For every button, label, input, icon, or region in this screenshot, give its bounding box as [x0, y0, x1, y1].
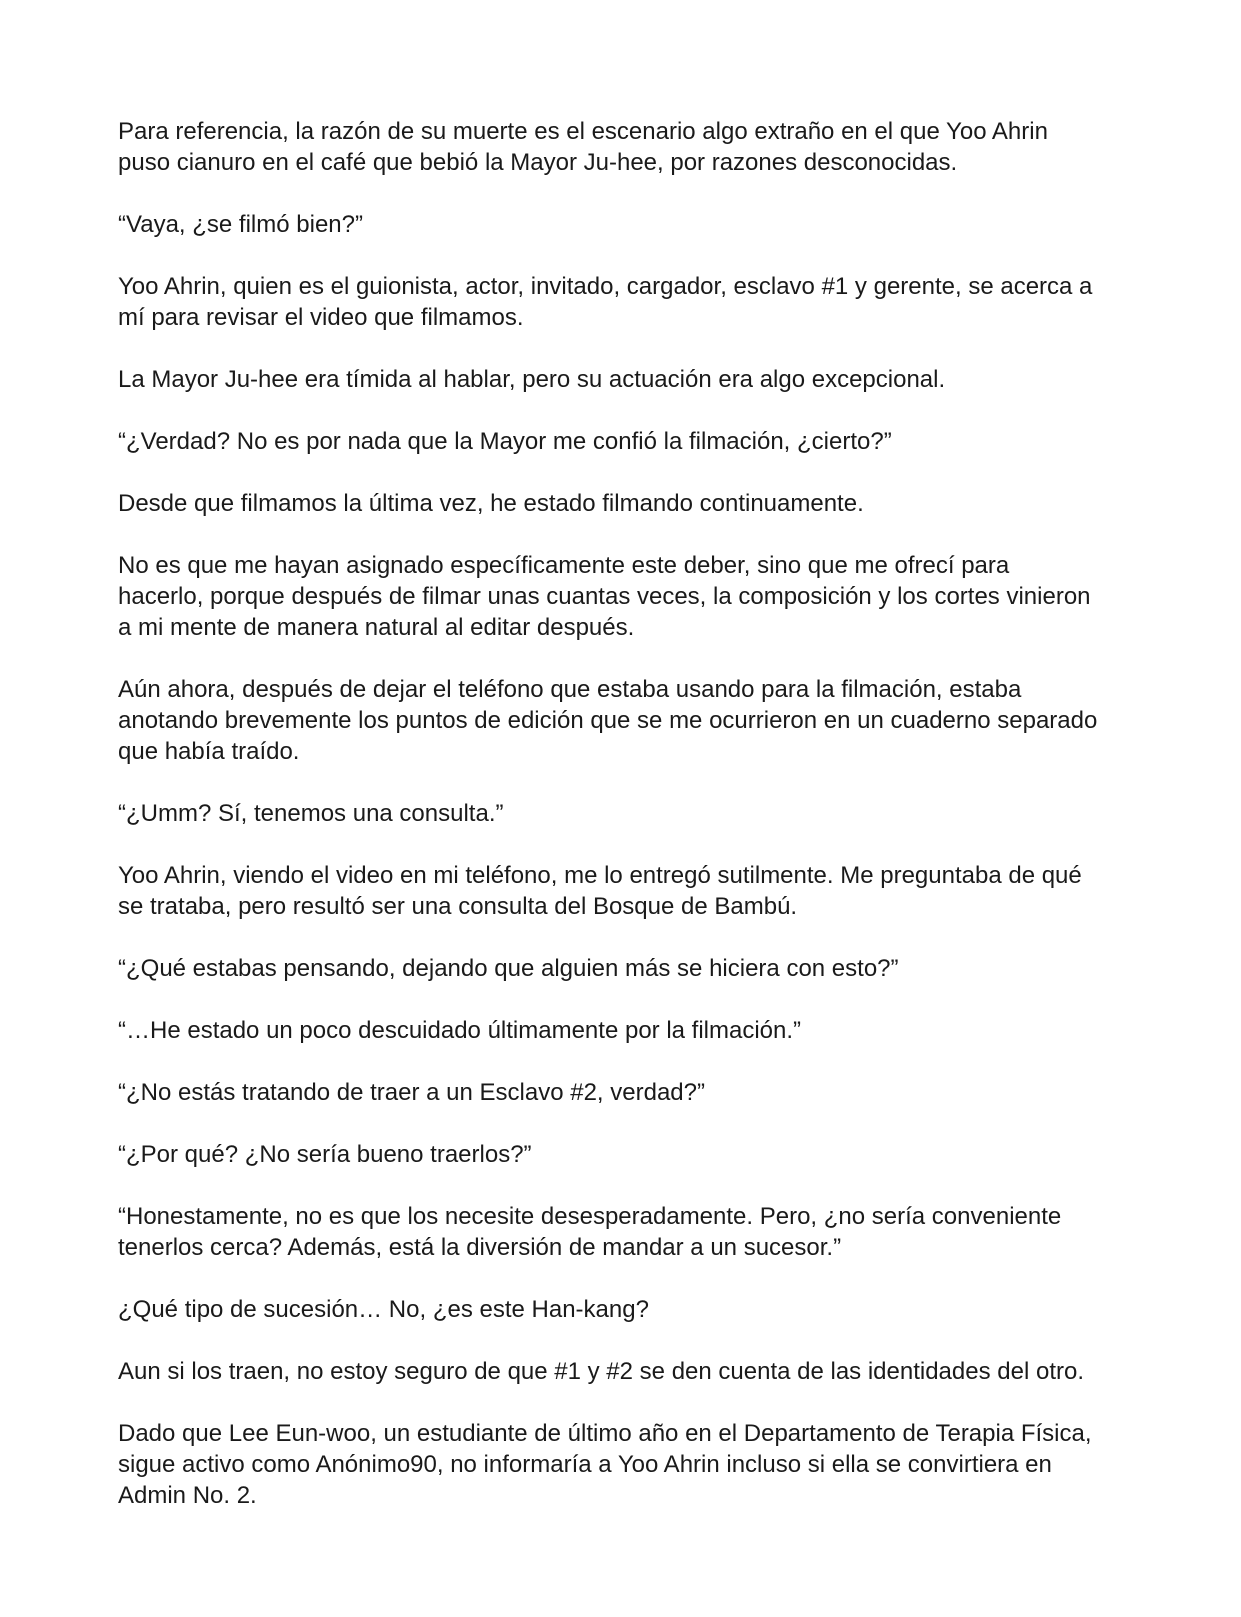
paragraph: “¿Por qué? ¿No sería bueno traerlos?” — [118, 1141, 532, 1168]
paragraph: La Mayor Ju-hee era tímida al hablar, pero su actuación era algo excepcional. — [118, 366, 946, 393]
paragraph: ¿Qué tipo de sucesión… No, ¿es este Han-kang? — [118, 1296, 649, 1323]
paragraph: “Vaya, ¿se filmó bien?” — [118, 211, 363, 238]
paragraph: “…He estado un poco descuidado últimamente por la filmación.” — [118, 1017, 802, 1044]
paragraph: Aún ahora, después de dejar el teléfono que estaba usando para la filmación, estaba anotando brevemente los puntos de edición que se me ocurrieron en un cuaderno separado que había traído. — [118, 676, 1098, 765]
paragraph: Yoo Ahrin, quien es el guionista, actor, invitado, cargador, esclavo #1 y gerente, se acerca a mí para revisar el video que filmamos. — [118, 273, 1093, 331]
paragraph: Desde que filmamos la última vez, he estado filmando continuamente. — [118, 490, 864, 517]
paragraph: Para referencia, la razón de su muerte es el escenario algo extraño en el que Yoo Ahrin puso cianuro en el café que bebió la Mayor Ju-hee, por razones desconocidas. — [118, 118, 1048, 176]
paragraph: “¿Verdad? No es por nada que la Mayor me confió la filmación, ¿cierto?” — [118, 428, 892, 455]
paragraph: “¿Umm? Sí, tenemos una consulta.” — [118, 800, 504, 827]
paragraph: “¿No estás tratando de traer a un Esclavo #2, verdad?” — [118, 1079, 705, 1106]
paragraph: Aun si los traen, no estoy seguro de que #1 y #2 se den cuenta de las identidades del otro. — [118, 1358, 1084, 1385]
paragraph: Dado que Lee Eun-woo, un estudiante de último año en el Departamento de Terapia Física, sigue activo como Anónimo90, no informaría a Yoo Ahrin incluso si ella se convirtiera en Admin No. 2. — [118, 1420, 1092, 1509]
paragraph: “Honestamente, no es que los necesite desesperadamente. Pero, ¿no sería conveniente tenerlos cerca? Además, está la diversión de mandar a un sucesor.” — [118, 1203, 1062, 1261]
paragraph: No es que me hayan asignado específicamente este deber, sino que me ofrecí para hacerlo, porque después de filmar unas cuantas veces, la composición y los cortes vinieron a mi mente de manera natural al editar después. — [118, 552, 1091, 641]
paragraph: “¿Qué estabas pensando, dejando que alguien más se hiciera con esto?” — [118, 955, 899, 982]
paragraph: Yoo Ahrin, viendo el video en mi teléfono, me lo entregó sutilmente. Me preguntaba de qué se trataba, pero resultó ser una consulta del Bosque de Bambú. — [118, 862, 1082, 920]
